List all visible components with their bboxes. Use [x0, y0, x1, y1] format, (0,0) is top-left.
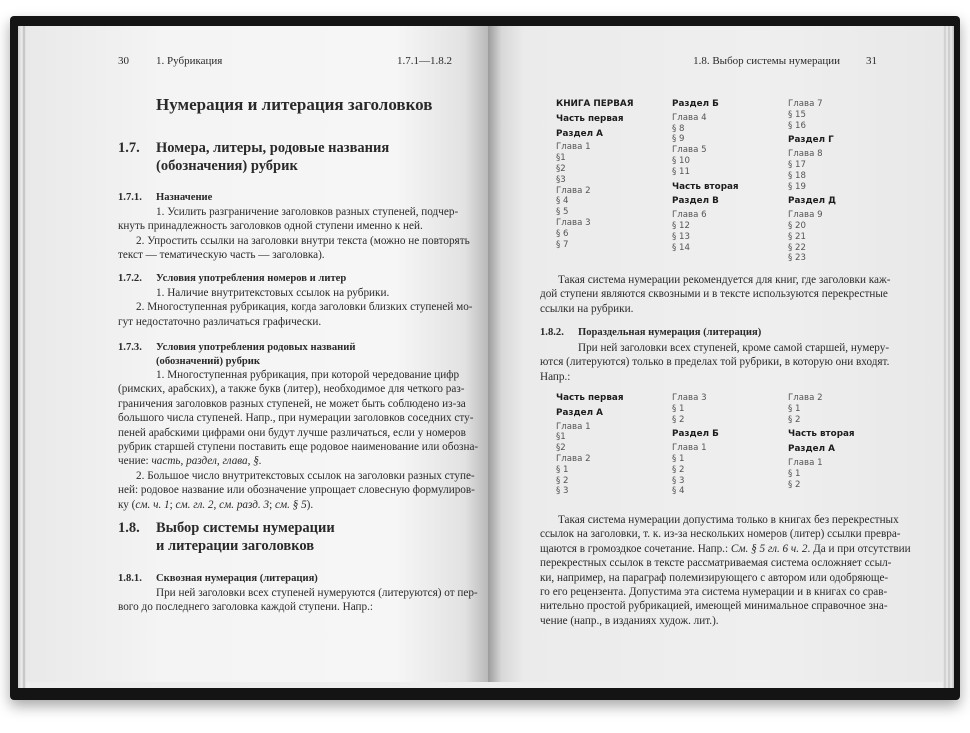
outline-item: § 4	[556, 196, 569, 207]
outline-item: Глава 1	[556, 421, 591, 432]
outline-item: § 20	[788, 220, 806, 231]
italic-text: часть, раздел, глава, §.	[151, 455, 262, 468]
outline-item: Глава 5	[672, 145, 707, 156]
text-line: граничения заголовков разных ступеней, не может быть соблюдено из-за	[118, 397, 466, 410]
outline-item: §1	[556, 432, 566, 443]
paragraph-lines	[118, 368, 479, 454]
heading-text: (обозначений) рубрик	[156, 356, 260, 367]
text-line: Напр.:	[540, 370, 571, 383]
outline-item: § 2	[788, 414, 801, 425]
outline-item: § 19	[788, 181, 806, 192]
text: ;	[169, 498, 176, 511]
heading-1-8	[118, 519, 335, 555]
heading-number: 1.8.2.	[540, 327, 564, 338]
outline-heading: Часть вторая	[788, 429, 855, 440]
outline-item: § 5	[556, 207, 569, 218]
text-line: 1. Наличие внутритекстовых ссылок на рубрики.	[156, 287, 390, 299]
heading-number: 1.8.1.	[118, 573, 142, 584]
outline-heading: Раздел Д	[788, 196, 836, 207]
outline-heading: КНИГА ПЕРВАЯ	[556, 99, 634, 109]
outline-item: § 14	[672, 242, 690, 253]
heading-1-7-3	[118, 341, 355, 369]
outline-item: § 9	[672, 134, 685, 145]
outline-item: § 3	[672, 475, 685, 486]
outline-heading: Раздел Г	[788, 135, 834, 146]
outline-item: § 4	[672, 486, 685, 497]
outline-item: § 11	[672, 166, 690, 177]
outline-item: § 6	[556, 228, 569, 239]
text-line: рубрик старшей ступени поставить еще родовое наименование или обозна-	[118, 440, 479, 453]
outline-item: § 3	[556, 486, 569, 497]
text-line: текст — тематическую часть — заголовка).	[118, 249, 325, 262]
page-number-right: 31	[866, 55, 877, 67]
outline-item: Глава 4	[672, 112, 707, 123]
outline-item: § 1	[672, 453, 685, 464]
text-line: пеней арабскими цифрами они будут лучше различаться, если у номеров	[118, 426, 466, 439]
paragraph-1-7-2	[118, 286, 473, 329]
text: ;	[269, 498, 275, 511]
outline-item: § 2	[556, 475, 569, 486]
text-line	[118, 498, 452, 512]
heading-number: 1.8.	[118, 520, 140, 536]
heading-text: Сквозная нумерация (литерация)	[156, 573, 318, 584]
outline-item: Глава 1	[556, 142, 591, 153]
outline-heading: Раздел Б	[672, 99, 719, 109]
text-line: нительно простой рубрикацией, имеющей минимальное справочное зна-	[540, 600, 888, 613]
outline-item: § 2	[672, 414, 685, 425]
outline-item: § 1	[788, 468, 801, 479]
outline-item: Глава 3	[672, 393, 707, 403]
paragraph-1-8-1	[118, 586, 478, 615]
outline-item: § 8	[672, 123, 685, 134]
paragraph-1-7-3	[118, 368, 479, 512]
outline-item: § 21	[788, 231, 806, 242]
heading-number: 1.7.3.	[118, 342, 142, 353]
italic-text: См. § 5 гл. 6 ч. 2	[730, 542, 808, 555]
section-range: 1.7.1—1.8.2	[397, 55, 452, 67]
reference-link: см. ч. 1	[135, 498, 170, 511]
heading-text: Условия употребления номеров и литер	[156, 273, 347, 284]
heading-text: Назначение	[156, 192, 213, 203]
outline-item: Глава 3	[556, 217, 591, 228]
heading-1-7-2	[118, 273, 346, 284]
outline-item: § 13	[672, 231, 690, 242]
text-line: При ней заголовки всех ступеней, кроме самой старшей, нумеру-	[578, 342, 890, 354]
text-line: (римских, арабских), а также букв (литер), необходимое для четкого раз-	[118, 383, 465, 396]
text-line: Такая система нумерации допустима только в книгах без перекрестных	[558, 514, 899, 526]
outline-heading: Часть первая	[556, 113, 624, 124]
text-line: 2. Многоступенная рубрикация, когда заголовки близких ступеней мо-	[136, 301, 473, 314]
text-line: Такая система нумерации рекомендуется для книг, где заголовки каж-	[558, 274, 891, 286]
text-line	[540, 542, 911, 556]
paragraph-through-numbering	[540, 273, 891, 316]
heading-1-7-1	[118, 192, 212, 203]
outline-item: § 1	[788, 403, 801, 414]
outline-column	[556, 393, 623, 497]
text: . Да и при отсутствии	[807, 542, 911, 555]
outline-heading: Раздел Б	[672, 429, 719, 440]
text-line: перекрестных ссылок в тексте рассматриваемая система осложняет ссыл-	[540, 557, 892, 570]
text-line: 1. Усилить разграничение заголовков разных ступеней, подчер-	[156, 206, 459, 218]
outline-heading: Раздел В	[672, 196, 719, 207]
outline-column	[556, 99, 634, 250]
paragraph-lines	[540, 556, 892, 628]
outline-item: § 10	[672, 155, 690, 166]
heading-number: 1.7.2.	[118, 273, 142, 284]
text-line: ссылок на заголовки, т. к. из-за нескольких номеров (литер) ссылки превра-	[540, 528, 901, 541]
outline-item: §3	[556, 174, 566, 185]
outline-item: §1	[556, 153, 566, 164]
outline-column	[672, 393, 719, 497]
outline-item: § 15	[788, 109, 806, 120]
heading-text: Номера, литеры, родовые названия	[156, 140, 390, 156]
outline-item: § 7	[556, 239, 569, 250]
text-line: вого до последнего заголовка каждой ступени. Напр.:	[118, 601, 374, 614]
text-line: дой ступени являются сквозными и в тексте используются перекрестные	[540, 288, 888, 301]
outline-item: § 18	[788, 170, 806, 181]
outline-column	[672, 99, 739, 253]
outline-item: § 22	[788, 242, 806, 253]
heading-text: и литерации заголовков	[156, 538, 315, 554]
text-line: большого числа ступеней. Напр., при нумерации заголовков соседних сту-	[118, 412, 474, 425]
outline-item: Глава 9	[788, 210, 823, 221]
outline-item: § 1	[556, 464, 569, 475]
outline-heading: Раздел А	[556, 128, 603, 139]
text: ку (	[118, 498, 136, 511]
running-head-left: 1. Рубрикация	[156, 55, 223, 67]
text-line: кнуть принадлежность заголовков одной ступени именно к ней.	[118, 220, 423, 233]
heading-text: Условия употребления родовых названий	[156, 342, 356, 353]
paragraph-1-7-1	[118, 205, 470, 263]
chapter-title: Нумерация и литерация заголовков	[156, 95, 433, 114]
heading-number: 1.7.	[118, 140, 140, 156]
outline-item: § 12	[672, 220, 690, 231]
text-line: При ней заголовки всех ступеней нумеруются (литеруются) от пер-	[156, 587, 478, 599]
paragraph-lines	[540, 513, 901, 542]
heading-1-7	[118, 139, 389, 175]
outline-item: Глава 2	[788, 393, 823, 403]
text-line: гут недостаточно различаться графически.	[118, 315, 322, 328]
outline-item: Глава 2	[556, 185, 591, 196]
heading-1-8-1	[118, 573, 318, 584]
text: чение:	[118, 455, 152, 468]
outline-heading: Раздел А	[556, 407, 603, 418]
outline-item: § 23	[788, 253, 806, 264]
heading-1-8-2	[540, 327, 761, 338]
reference-link: см. гл. 2, см. разд. 3	[175, 498, 270, 511]
text-line: ются (литеруются) только в пределах той рубрики, в которую они входят.	[540, 356, 890, 369]
reference-link: см. § 5	[274, 498, 307, 511]
page-number-left: 30	[118, 55, 129, 67]
paragraph-1-8-2	[540, 341, 890, 384]
outline-column	[788, 393, 855, 490]
outline-item: § 2	[672, 464, 685, 475]
text-line: 1. Многоступенная рубрикация, при которой чередование цифр	[156, 369, 460, 381]
outline-item: § 17	[788, 159, 806, 170]
outline-item: Глава 2	[556, 453, 591, 464]
outline-heading: Раздел А	[788, 444, 835, 455]
text-line	[118, 454, 452, 468]
heading-text: Выбор системы нумерации	[156, 520, 335, 536]
paragraph-lines	[118, 469, 475, 498]
outline-item: Глава 1	[788, 457, 823, 468]
outline-item: Глава 6	[672, 210, 707, 221]
text-line: 2. Упростить ссылки на заголовки внутри текста (можно не повторять	[136, 234, 470, 247]
text-line: го его рецензента. Допустима эта система нумерации и в книгах со срав-	[540, 585, 888, 598]
heading-number: 1.7.1.	[118, 192, 142, 203]
outline-heading: Часть первая	[556, 393, 624, 403]
outline-item: Глава 8	[788, 149, 823, 160]
text-line: 2. Большое число внутритекстовых ссылок на заголовки разных ступе-	[136, 469, 475, 482]
text-line: чение (напр., в изданиях худож. лит.).	[540, 614, 719, 627]
text: щаются в громоздкое сочетание. Напр.:	[540, 542, 731, 555]
heading-text: (обозначения) рубрик	[156, 158, 298, 174]
outline-item: § 2	[788, 479, 801, 490]
text: ).	[306, 498, 314, 511]
outline-item: § 1	[672, 403, 685, 414]
outline-column	[788, 99, 836, 264]
text-line: ссылки на рубрики.	[540, 302, 634, 315]
outline-heading: Часть вторая	[672, 181, 739, 192]
outline-item: §2	[556, 443, 566, 454]
running-head-right: 1.8. Выбор системы нумерации	[693, 55, 840, 67]
outline-item: Глава 7	[788, 99, 823, 109]
outline-item: Глава 1	[672, 443, 707, 454]
paragraph-sectional-numbering	[540, 513, 911, 628]
heading-text: Пораздельная нумерация (литерация)	[578, 327, 762, 338]
text-line: ки, например, на параграф полемизирующего с автором или одобряюще-	[540, 571, 889, 584]
text-line: ней: родовое название или обозначение упрощает словесную формулиров-	[118, 484, 475, 497]
outline-item: §2	[556, 163, 566, 174]
outline-item: § 16	[788, 120, 806, 131]
